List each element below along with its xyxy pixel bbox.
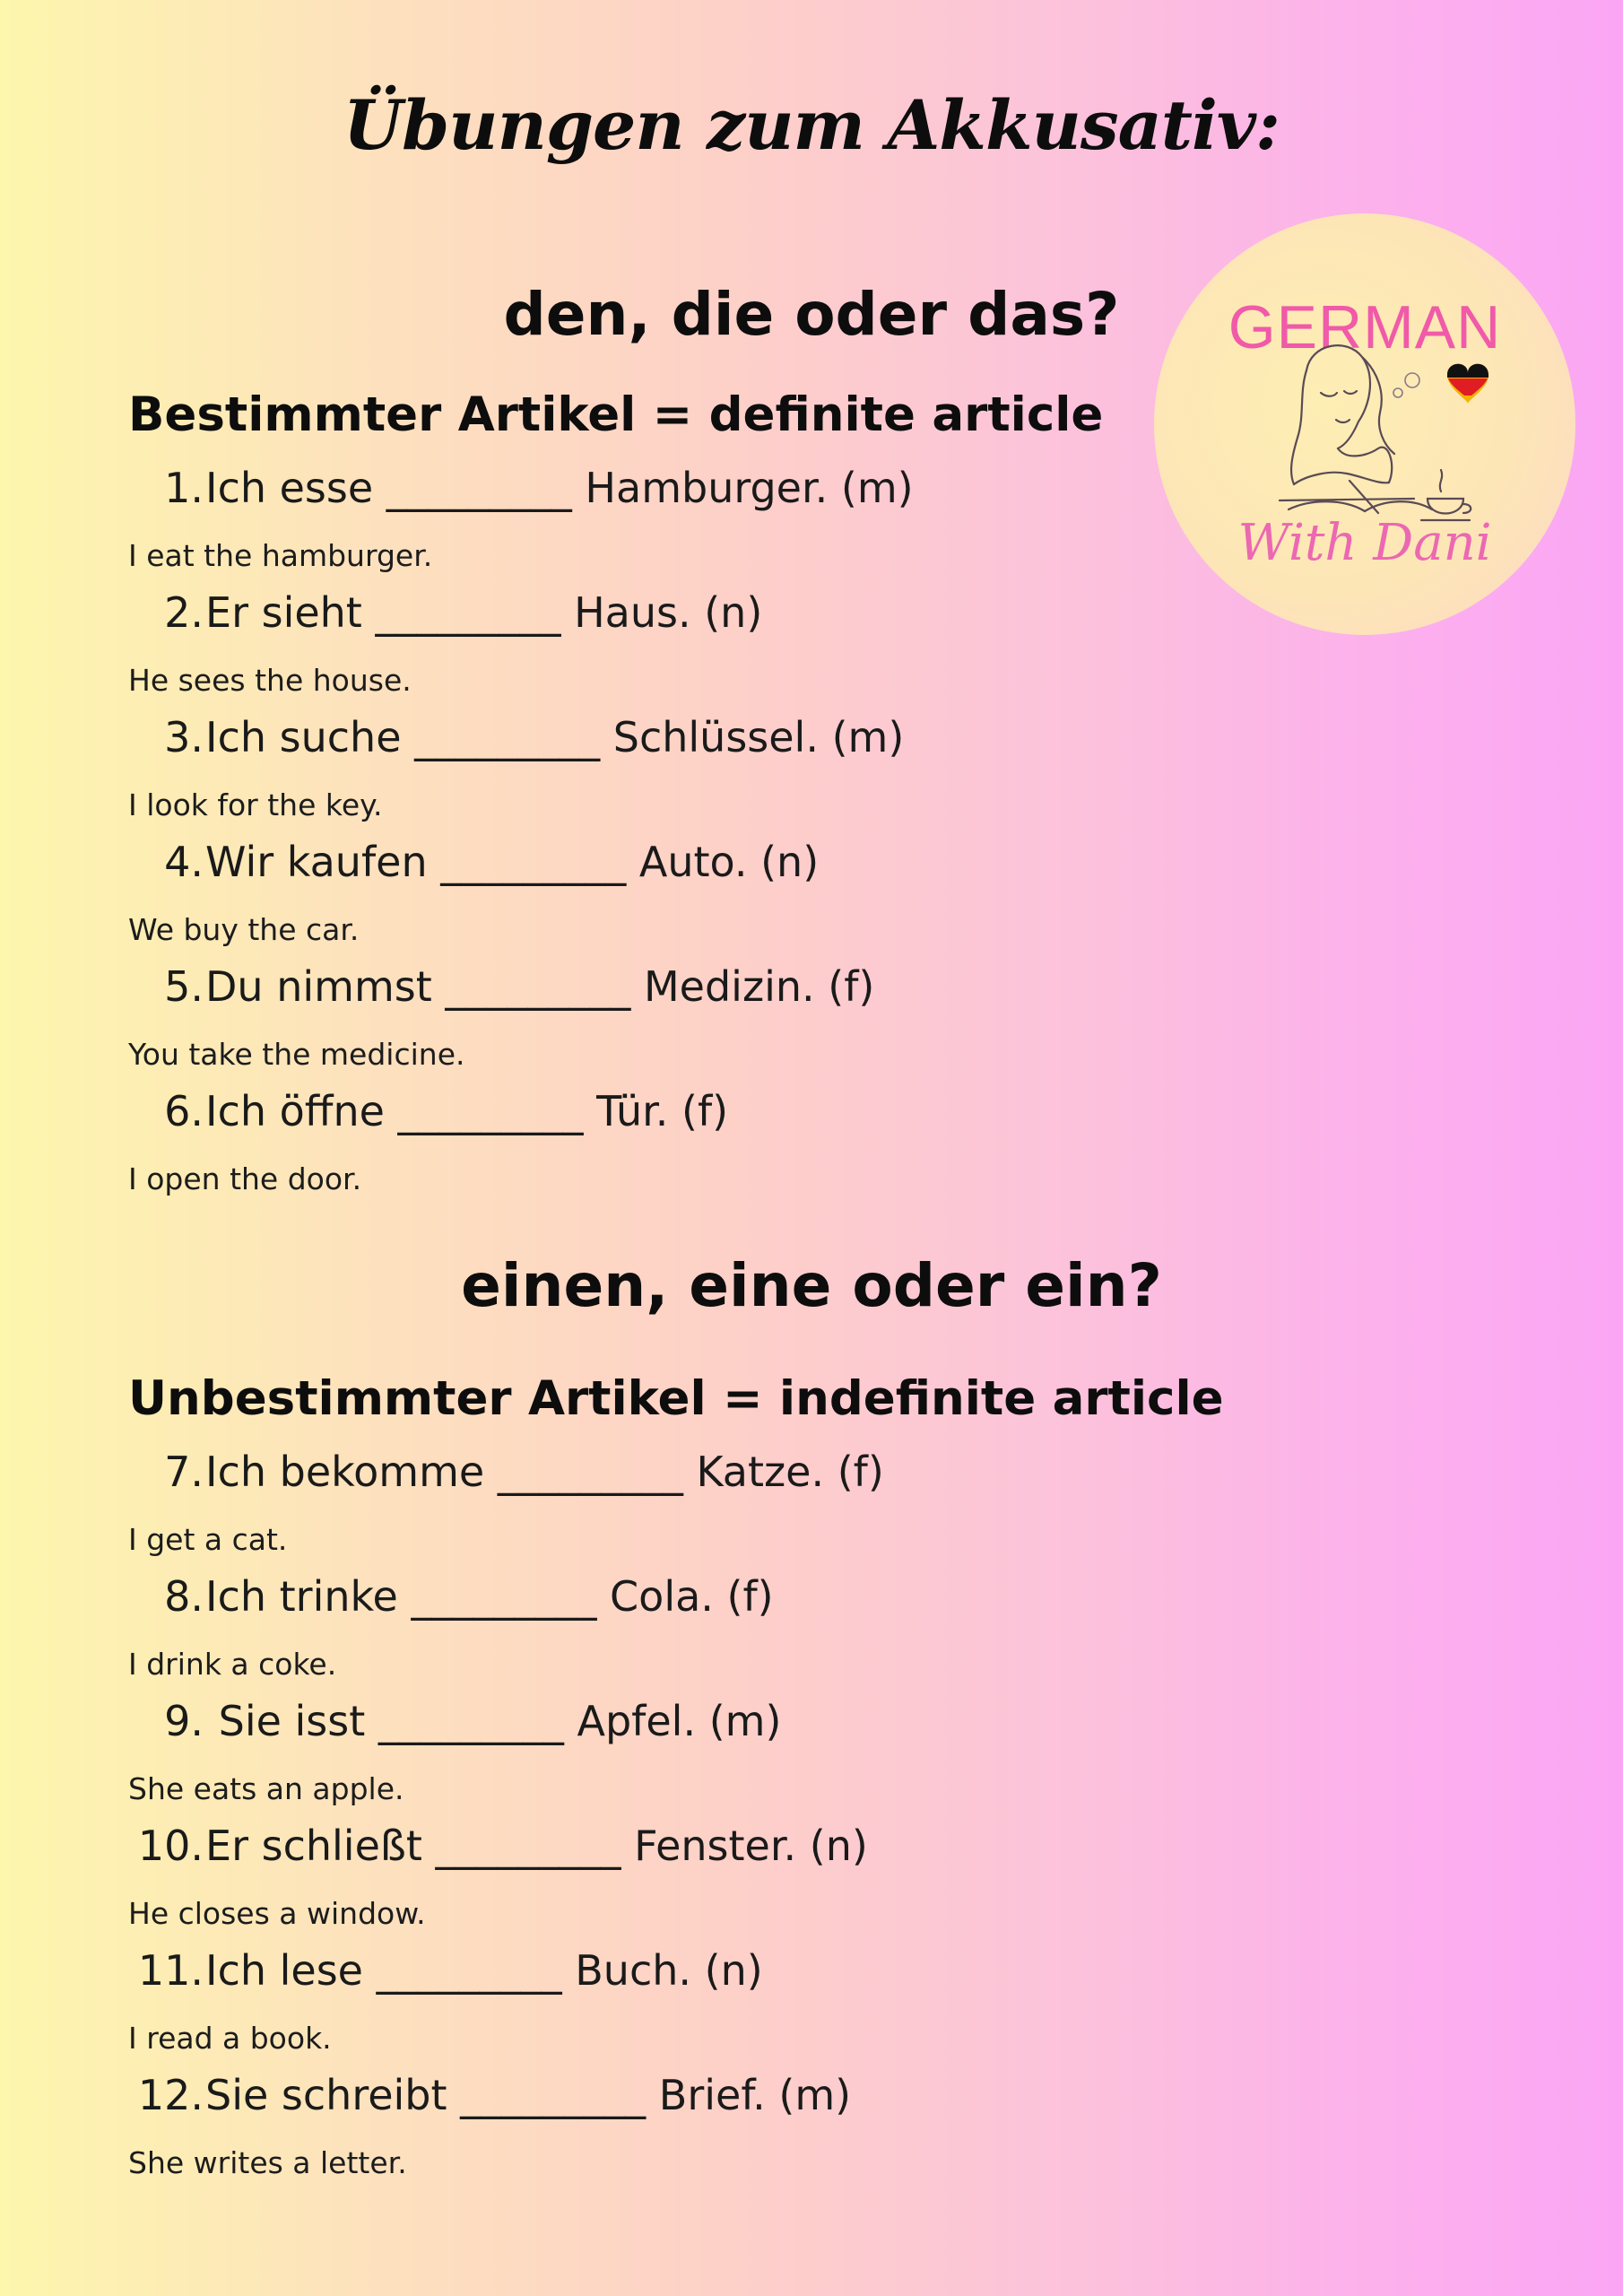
logo-subtitle: With Dani xyxy=(1237,514,1492,572)
exercise-sentence: Ich lese _________ Buch. (n) xyxy=(205,1946,763,1995)
subheading-indefinite-article: Unbestimmter Artikel = indefinite article xyxy=(128,1371,1224,1426)
exercise-item xyxy=(128,464,914,512)
subheading-definite-article: Bestimmter Artikel = definite article xyxy=(128,387,1104,442)
exercise-translation: I look for the key. xyxy=(128,787,383,822)
exercise-item xyxy=(128,713,904,761)
exercise-translation: You take the medicine. xyxy=(128,1037,465,1072)
exercise-number: 1. xyxy=(164,464,204,512)
exercise-item xyxy=(128,588,762,637)
exercise-item xyxy=(128,1087,728,1135)
exercise-number: 12. xyxy=(137,2071,204,2119)
exercise-translation: I get a cat. xyxy=(128,1522,288,1557)
exercise-number: 10. xyxy=(137,1822,204,1870)
exercise-number: 11. xyxy=(137,1946,204,1995)
exercise-item xyxy=(128,1697,781,1745)
exercise-translation: I eat the hamburger. xyxy=(128,538,433,573)
exercise-translation: We buy the car. xyxy=(128,912,360,947)
exercise-number: 3. xyxy=(164,713,204,761)
logo-word: GERMAN xyxy=(1228,293,1502,361)
exercise-number: 5. xyxy=(164,962,204,1011)
exercise-number: 7. xyxy=(164,1448,204,1496)
page-title: Übungen zum Akkusativ: xyxy=(343,85,1280,165)
exercise-sentence: Ich öffne _________ Tür. (f) xyxy=(205,1087,729,1135)
exercise-sentence: Ich trinke _________ Cola. (f) xyxy=(205,1572,774,1621)
german-flag-heart-icon xyxy=(1447,364,1488,404)
exercise-number: 9. xyxy=(164,1697,204,1745)
exercise-translation: I read a book. xyxy=(128,2021,332,2056)
section-heading-indefinite: einen, eine oder ein? xyxy=(461,1251,1162,1320)
exercise-sentence: Sie schreibt _________ Brief. (m) xyxy=(205,2071,852,2119)
exercise-item xyxy=(128,838,819,886)
exercise-translation: I drink a coke. xyxy=(128,1647,337,1682)
german-with-dani-logo xyxy=(1154,213,1575,635)
exercise-sentence: Ich suche _________ Schlüssel. (m) xyxy=(205,713,905,761)
exercise-number: 2. xyxy=(164,588,204,637)
exercise-item xyxy=(128,1572,774,1621)
exercise-number: 4. xyxy=(164,838,204,886)
exercise-translation: She writes a letter. xyxy=(128,2145,407,2180)
exercise-sentence: Du nimmst _________ Medizin. (f) xyxy=(205,962,875,1011)
exercise-translation: She eats an apple. xyxy=(128,1771,404,1806)
exercise-number: 6. xyxy=(164,1087,204,1135)
exercise-sentence: Ich esse _________ Hamburger. (m) xyxy=(205,464,914,512)
exercise-sentence: Ich bekomme _________ Katze. (f) xyxy=(205,1448,884,1496)
exercise-sentence: Wir kaufen _________ Auto. (n) xyxy=(205,838,820,886)
exercise-sentence: Er schließt _________ Fenster. (n) xyxy=(205,1822,868,1870)
exercise-translation: He sees the house. xyxy=(128,663,412,698)
exercise-item xyxy=(128,1448,884,1496)
exercise-number: 8. xyxy=(164,1572,204,1621)
exercise-sentence: Sie isst _________ Apfel. (m) xyxy=(205,1697,782,1745)
section-heading-definite: den, die oder das? xyxy=(503,280,1120,349)
exercise-item xyxy=(128,2071,851,2119)
exercise-item xyxy=(128,1946,763,1995)
exercise-translation: He closes a window. xyxy=(128,1896,426,1931)
exercise-sentence: Er sieht _________ Haus. (n) xyxy=(205,588,763,637)
exercise-translation: I open the door. xyxy=(128,1161,362,1196)
exercise-item xyxy=(128,962,874,1011)
exercise-item xyxy=(128,1822,868,1870)
